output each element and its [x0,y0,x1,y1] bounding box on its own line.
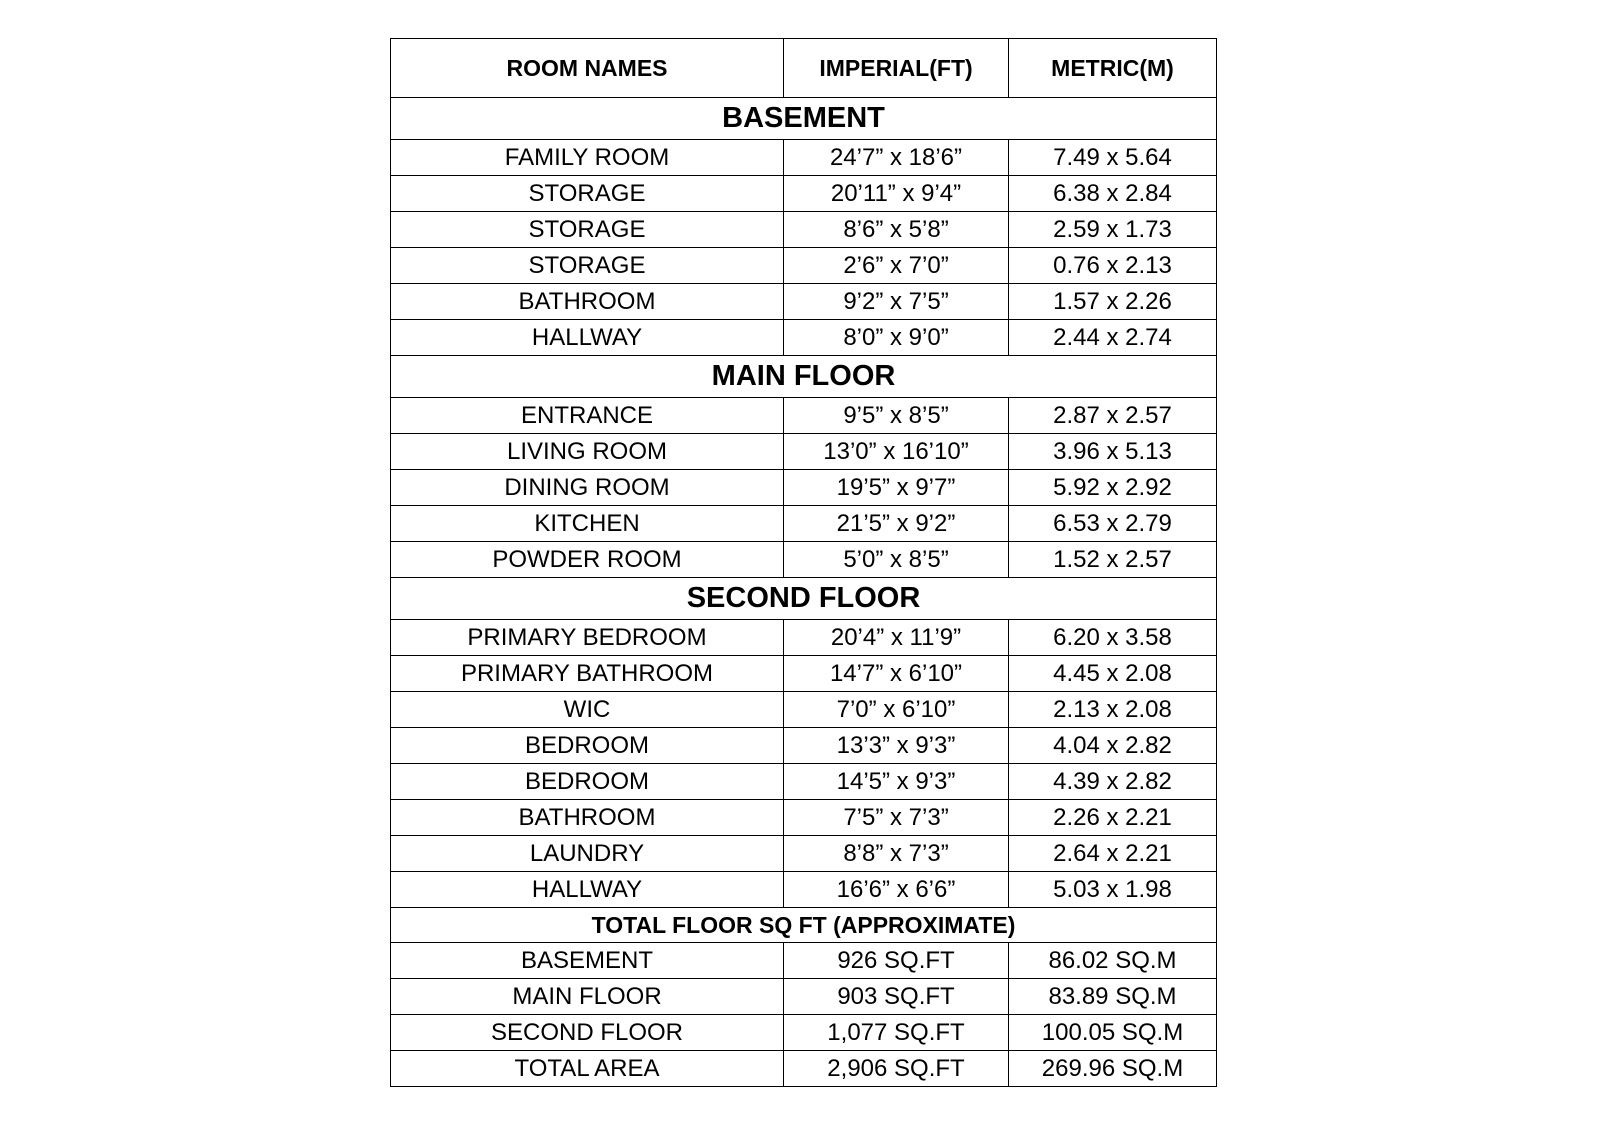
metric-cell: 4.04 x 2.82 [1009,728,1217,764]
table-row [391,656,1217,692]
metric-cell: 5.92 x 2.92 [1009,470,1217,506]
table-header-row [391,39,1217,98]
metric-cell: 5.03 x 1.98 [1009,872,1217,908]
room-name-cell: BEDROOM [391,764,784,800]
imperial-cell: 2,906 SQ.FT [784,1051,1009,1087]
metric-cell: 2.13 x 2.08 [1009,692,1217,728]
imperial-cell: 13’3” x 9’3” [784,728,1009,764]
room-name-cell: STORAGE [391,176,784,212]
room-name-cell: ENTRANCE [391,398,784,434]
room-name-cell: DINING ROOM [391,470,784,506]
imperial-cell: 8’8” x 7’3” [784,836,1009,872]
table-row [391,434,1217,470]
table-row [391,248,1217,284]
section-header-title: BASEMENT [391,98,1217,140]
imperial-cell: 9’2” x 7’5” [784,284,1009,320]
metric-cell: 6.38 x 2.84 [1009,176,1217,212]
imperial-cell: 7’5” x 7’3” [784,800,1009,836]
room-name-cell: BASEMENT [391,943,784,979]
room-name-cell: BATHROOM [391,284,784,320]
imperial-cell: 19’5” x 9’7” [784,470,1009,506]
imperial-cell: 14’7” x 6’10” [784,656,1009,692]
room-name-cell: FAMILY ROOM [391,140,784,176]
imperial-cell: 926 SQ.FT [784,943,1009,979]
room-name-cell: MAIN FLOOR [391,979,784,1015]
room-name-cell: PRIMARY BEDROOM [391,620,784,656]
table-row [391,872,1217,908]
header-room-names: ROOM NAMES [391,39,784,98]
table-body [391,98,1217,1087]
imperial-cell: 16’6” x 6’6” [784,872,1009,908]
header-imperial: IMPERIAL(FT) [784,39,1009,98]
room-name-cell: STORAGE [391,212,784,248]
metric-cell: 2.87 x 2.57 [1009,398,1217,434]
room-dimensions-table [390,38,1217,1087]
imperial-cell: 1,077 SQ.FT [784,1015,1009,1051]
room-name-cell: LIVING ROOM [391,434,784,470]
imperial-cell: 8’6” x 5’8” [784,212,1009,248]
table-row [391,506,1217,542]
table-row [391,943,1217,979]
table-row [391,470,1217,506]
metric-cell: 6.53 x 2.79 [1009,506,1217,542]
room-name-cell: WIC [391,692,784,728]
metric-cell: 4.45 x 2.08 [1009,656,1217,692]
table-row [391,836,1217,872]
section-header-title: MAIN FLOOR [391,356,1217,398]
room-name-cell: BEDROOM [391,728,784,764]
imperial-cell: 24’7” x 18’6” [784,140,1009,176]
imperial-cell: 5’0” x 8’5” [784,542,1009,578]
room-name-cell: HALLWAY [391,320,784,356]
table-row [391,542,1217,578]
room-name-cell: STORAGE [391,248,784,284]
metric-cell: 1.57 x 2.26 [1009,284,1217,320]
metric-cell: 2.26 x 2.21 [1009,800,1217,836]
imperial-cell: 20’4” x 11’9” [784,620,1009,656]
table-row [391,284,1217,320]
table-row [391,212,1217,248]
table-row [391,1015,1217,1051]
imperial-cell: 2’6” x 7’0” [784,248,1009,284]
table-row [391,728,1217,764]
table-row [391,800,1217,836]
metric-cell: 2.44 x 2.74 [1009,320,1217,356]
room-name-cell: SECOND FLOOR [391,1015,784,1051]
section-header-title: SECOND FLOOR [391,578,1217,620]
imperial-cell: 21’5” x 9’2” [784,506,1009,542]
table-row [391,398,1217,434]
metric-cell: 86.02 SQ.M [1009,943,1217,979]
metric-cell: 83.89 SQ.M [1009,979,1217,1015]
table-row [391,764,1217,800]
section-header [391,98,1217,140]
metric-cell: 2.59 x 1.73 [1009,212,1217,248]
table-row [391,692,1217,728]
metric-cell: 2.64 x 2.21 [1009,836,1217,872]
metric-cell: 6.20 x 3.58 [1009,620,1217,656]
totals-header [391,908,1217,943]
table-row [391,320,1217,356]
imperial-cell: 9’5” x 8’5” [784,398,1009,434]
imperial-cell: 8’0” x 9’0” [784,320,1009,356]
room-name-cell: BATHROOM [391,800,784,836]
room-name-cell: LAUNDRY [391,836,784,872]
totals-header-title: TOTAL FLOOR SQ FT (APPROXIMATE) [391,908,1217,943]
room-name-cell: KITCHEN [391,506,784,542]
imperial-cell: 20’11” x 9’4” [784,176,1009,212]
room-name-cell: TOTAL AREA [391,1051,784,1087]
imperial-cell: 903 SQ.FT [784,979,1009,1015]
table-row [391,140,1217,176]
section-header [391,356,1217,398]
table-row [391,620,1217,656]
room-name-cell: HALLWAY [391,872,784,908]
room-name-cell: PRIMARY BATHROOM [391,656,784,692]
section-header [391,578,1217,620]
metric-cell: 100.05 SQ.M [1009,1015,1217,1051]
room-name-cell: POWDER ROOM [391,542,784,578]
table-row [391,979,1217,1015]
header-metric: METRIC(M) [1009,39,1217,98]
metric-cell: 4.39 x 2.82 [1009,764,1217,800]
imperial-cell: 7’0” x 6’10” [784,692,1009,728]
metric-cell: 3.96 x 5.13 [1009,434,1217,470]
metric-cell: 1.52 x 2.57 [1009,542,1217,578]
imperial-cell: 13’0” x 16’10” [784,434,1009,470]
metric-cell: 269.96 SQ.M [1009,1051,1217,1087]
metric-cell: 0.76 x 2.13 [1009,248,1217,284]
imperial-cell: 14’5” x 9’3” [784,764,1009,800]
metric-cell: 7.49 x 5.64 [1009,140,1217,176]
table-row [391,176,1217,212]
table-row [391,1051,1217,1087]
